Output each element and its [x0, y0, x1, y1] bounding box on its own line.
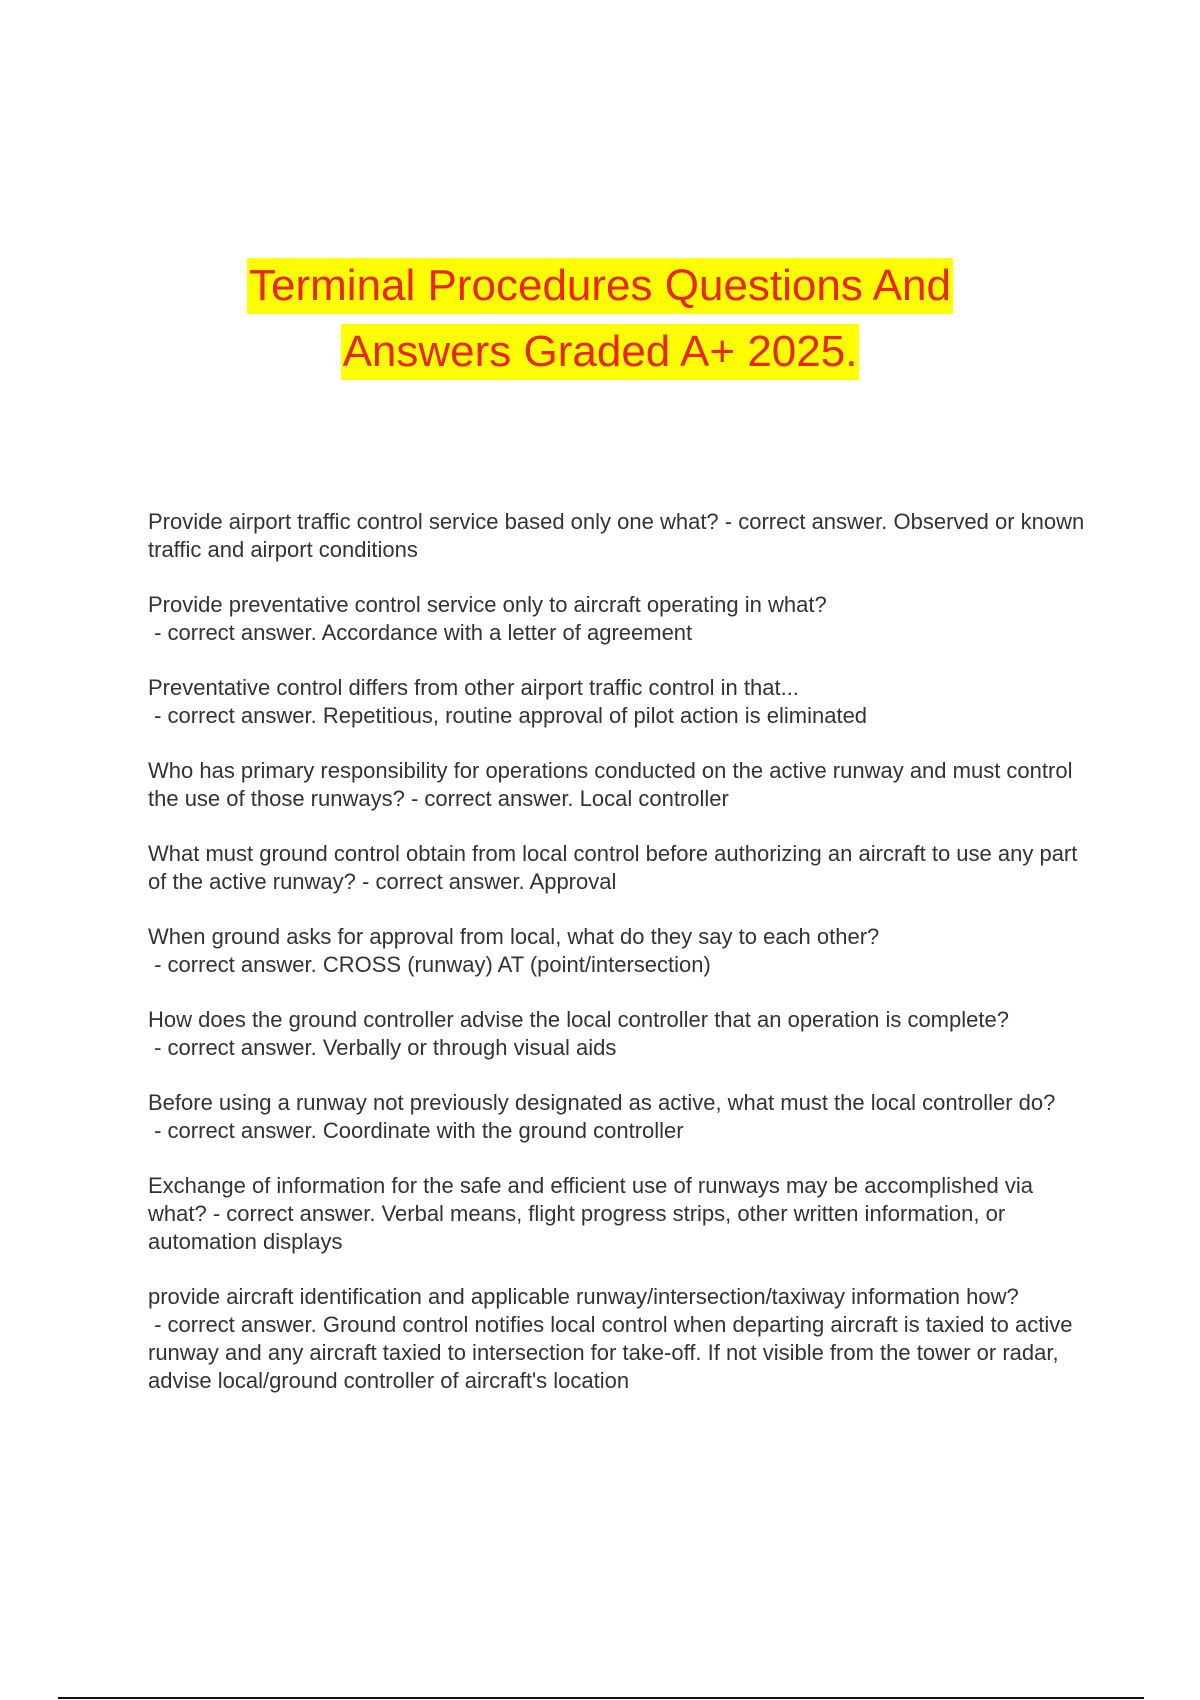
- question-text: Before using a runway not previously designated as active, what must the local controller do?: [148, 1090, 1056, 1115]
- answer-text: Observed or known traffic and airport conditions: [148, 509, 1085, 562]
- qa-list: [148, 508, 1088, 1422]
- answer-separator: - correct answer.: [148, 703, 323, 728]
- qa-item: [148, 923, 1088, 979]
- title-line-1: Terminal Procedures Questions And: [247, 258, 953, 314]
- answer-separator: - correct answer.: [148, 952, 323, 977]
- qa-item: [148, 1283, 1088, 1395]
- document-title: [0, 258, 1200, 390]
- answer-separator: - correct answer.: [148, 1118, 323, 1143]
- answer-text: Verbal means, flight progress strips, other written information, or automation displays: [148, 1201, 1006, 1254]
- qa-item: [148, 840, 1088, 896]
- answer-separator: - correct answer.: [355, 869, 530, 894]
- answer-separator: - correct answer.: [404, 786, 580, 811]
- question-text: How does the ground controller advise the local controller that an operation is complete?: [148, 1007, 1009, 1032]
- answer-text: Approval: [529, 869, 617, 894]
- question-text: What must ground control obtain from local control before authorizing an aircraft to use any part of the active runway?: [148, 841, 1078, 894]
- answer-text: Verbally or through visual aids: [322, 1035, 617, 1060]
- answer-separator: - correct answer.: [206, 1201, 382, 1226]
- answer-text: Coordinate with the ground controller: [322, 1118, 684, 1143]
- qa-item: [148, 591, 1088, 647]
- qa-item: [148, 1089, 1088, 1145]
- answer-separator: - correct answer.: [148, 620, 322, 645]
- qa-item: [148, 674, 1088, 730]
- question-text: Preventative control differs from other airport traffic control in that...: [148, 675, 799, 700]
- title-line-2: Answers Graded A+ 2025.: [341, 324, 860, 380]
- answer-separator: - correct answer.: [148, 1312, 323, 1337]
- answer-text: Accordance with a letter of agreement: [321, 620, 693, 645]
- answer-text: Local controller: [579, 786, 729, 811]
- question-text: Who has primary responsibility for operations conducted on the active runway and must control the use of those runways?: [148, 758, 1073, 811]
- answer-separator: - correct answer.: [148, 1035, 323, 1060]
- qa-item: [148, 508, 1088, 564]
- qa-item: [148, 1006, 1088, 1062]
- question-text: provide aircraft identification and applicable runway/intersection/taxiway information how?: [148, 1284, 1019, 1309]
- question-text: When ground asks for approval from local, what do they say to each other?: [148, 924, 880, 949]
- qa-item: [148, 757, 1088, 813]
- footer-divider: [58, 1697, 1144, 1699]
- question-text: Provide preventative control service only to aircraft operating in what?: [148, 592, 827, 617]
- question-text: Exchange of information for the safe and efficient use of runways may be accomplished via what?: [148, 1173, 1033, 1226]
- answer-text: Ground control notifies local control when departing aircraft is taxied to active runway and any aircraft taxied to intersection for take-off. If not visible from the tower or radar, advise local/ground controller of aircraft's location: [148, 1312, 1073, 1393]
- answer-text: CROSS (runway) AT (point/intersection): [322, 952, 711, 977]
- qa-item: [148, 1172, 1088, 1256]
- question-text: Provide airport traffic control service based only one what?: [148, 509, 719, 534]
- answer-text: Repetitious, routine approval of pilot action is eliminated: [322, 703, 868, 728]
- answer-separator: - correct answer.: [718, 509, 894, 534]
